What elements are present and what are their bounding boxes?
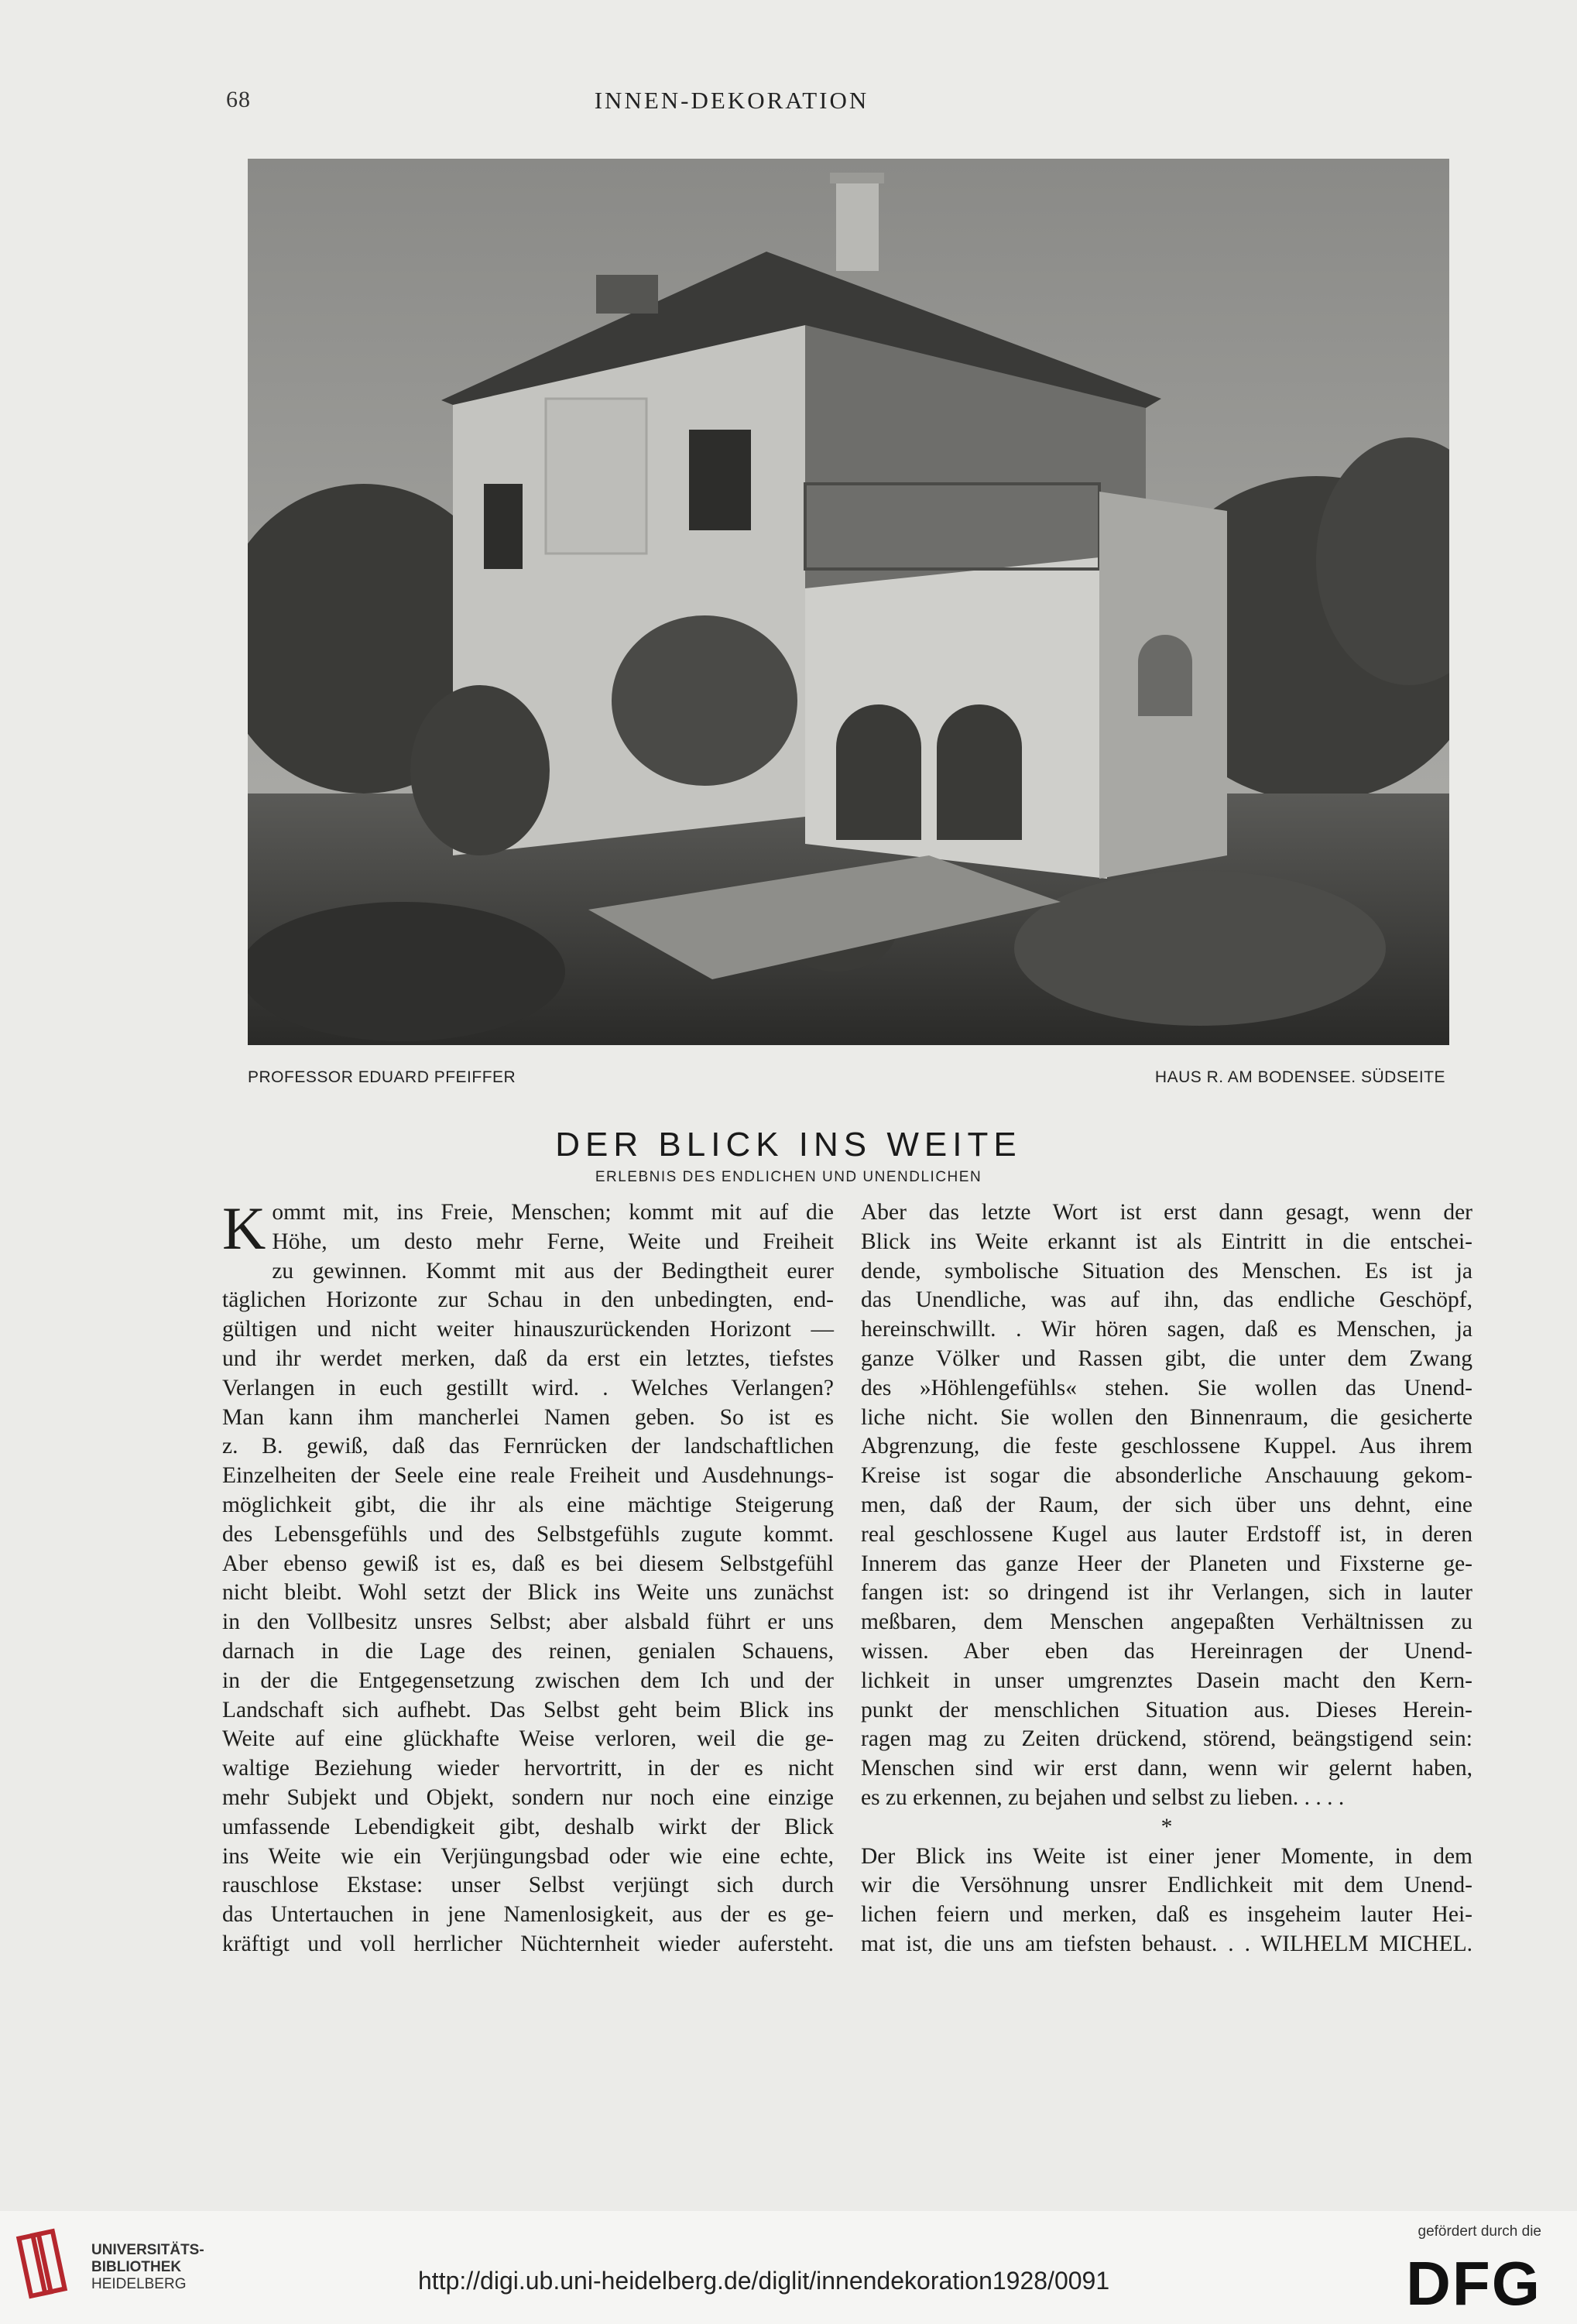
caption-architect: PROFESSOR EDUARD PFEIFFER xyxy=(248,1068,516,1086)
library-name-line-2: BIBLIOTHEK xyxy=(91,2259,182,2275)
text-line: Abgrenzung, die feste geschlossene Kuppel. Aus ihrem xyxy=(861,1434,1472,1459)
text-line: darnach in die Lage des reinen, genialen Schauens, xyxy=(222,1638,834,1664)
right-column-lines xyxy=(861,1198,1472,1813)
text-line: Innerem das ganze Heer der Planeten und Fixsterne ge- xyxy=(861,1551,1472,1576)
text-line: umfassende Lebendigkeit gibt, deshalb wirkt der Blick xyxy=(222,1814,834,1839)
library-name xyxy=(91,2242,204,2293)
left-column-lines xyxy=(222,1195,834,1959)
page-number: 68 xyxy=(226,87,251,112)
text-line: Aber ebenso gewiß ist es, daß es bei diesem Selbstgefühl xyxy=(222,1551,834,1576)
text-line: hereinschwillt. . Wir hören sagen, daß es Menschen, ja xyxy=(861,1317,1472,1342)
text-line: dende, symbolische Situation des Menschen. Es ist ja xyxy=(861,1258,1472,1284)
text-line: das Unendliche, was auf ihn, das endliche Geschöpf, xyxy=(861,1287,1472,1313)
text-line: rauschlose Ekstase: unser Selbst verjüngt sich durch xyxy=(222,1873,834,1898)
text-column-right xyxy=(861,1198,1472,1959)
text-line: kräftigt und voll herrlicher Nüchternheit wieder aufersteht. xyxy=(222,1931,834,1956)
text-line: Weite auf eine glückhafte Weise verloren, weil die ge- xyxy=(222,1726,834,1752)
caption-location: HAUS R. AM BODENSEE. SÜDSEITE xyxy=(1154,1068,1445,1086)
text-line: Man kann ihm mancherlei Namen geben. So ist es xyxy=(222,1404,834,1430)
running-title: INNEN-DEKORATION xyxy=(594,87,869,114)
text-line: mehr Subjekt und Objekt, sondern nur noch eine einzige xyxy=(222,1784,834,1810)
article-subtitle: ERLEBNIS DES ENDLICHEN UND UNENDLICHEN xyxy=(595,1169,982,1185)
text-line: des »Höhlengefühls« stehen. Sie wollen das Unend- xyxy=(861,1375,1472,1400)
text-line: täglichen Horizonte zur Schau in den unbedingten, end- xyxy=(222,1287,834,1313)
text-line: Verlangen in euch gestillt wird. . Welches Verlangen? xyxy=(222,1375,834,1400)
text-line: und ihr werdet merken, daß da erst ein letztes, tiefstes xyxy=(222,1345,834,1371)
article-title: DER BLICK INS WEITE xyxy=(555,1126,1022,1164)
text-line: mat ist, die uns am tiefsten behaust. . . WILHELM MICHEL. xyxy=(861,1931,1472,1956)
text-line: des Lebensgefühls und des Selbstgefühls zugute kommt. xyxy=(222,1521,834,1547)
funding-note: gefördert durch die xyxy=(1418,2223,1541,2240)
text-line: wir die Versöhnung unsrer Endlichkeit mit dem Unend- xyxy=(861,1873,1472,1898)
text-line: fangen ist: so dringend ist ihr Verlangen, sich in lauter xyxy=(861,1580,1472,1606)
text-line: ommt mit, ins Freie, Menschen; kommt mit auf die xyxy=(272,1200,834,1225)
text-line: Höhe, um desto mehr Ferne, Weite und Freiheit xyxy=(272,1229,834,1254)
drop-cap: K xyxy=(222,1195,266,1262)
text-line: Aber das letzte Wort ist erst dann gesagt, wenn der xyxy=(861,1200,1472,1225)
dfg-logo: DFG xyxy=(1406,2249,1541,2318)
text-line: lichen feiern und merken, daß es insgeheim lauter Hei- xyxy=(861,1902,1472,1928)
university-library-logo-icon xyxy=(15,2222,77,2307)
text-line: Menschen sind wir erst dann, wenn wir gelernt haben, xyxy=(861,1756,1472,1781)
text-line: punkt der menschlichen Situation aus. Dieses Herein- xyxy=(861,1697,1472,1722)
section-separator: * xyxy=(1160,1814,1173,1839)
text-line: gültigen und nicht weiter hinauszurückenden Horizont — xyxy=(222,1317,834,1342)
text-line: meßbaren, dem Menschen angepaßten Verhältnissen zu xyxy=(861,1609,1472,1635)
text-line: möglichkeit gibt, die ihr als eine mächtige Steigerung xyxy=(222,1492,834,1517)
house-illustration xyxy=(248,159,1449,1045)
text-line: nicht bleibt. Wohl setzt der Blick ins Weite uns zunächst xyxy=(222,1580,834,1606)
text-line: waltige Beziehung wieder hervortritt, in der es nicht xyxy=(222,1756,834,1781)
text-line: lichkeit in unser umgrenztes Dasein macht den Kern- xyxy=(861,1668,1472,1693)
library-name-line-3: HEIDELBERG xyxy=(91,2276,187,2292)
text-line: das Untertauchen in jene Namenlosigkeit, aus der es ge- xyxy=(222,1902,834,1928)
text-line: in den Vollbesitz unsres Selbst; aber alsbald führt er uns xyxy=(222,1609,834,1635)
text-line: in der die Entgegensetzung zwischen dem Ich und der xyxy=(222,1668,834,1693)
text-line: men, daß der Raum, der sich über uns dehnt, eine xyxy=(861,1492,1472,1517)
text-line: ganze Völker und Rassen gibt, die unter dem Zwang xyxy=(861,1345,1472,1371)
text-line: Einzelheiten der Seele eine reale Freiheit und Ausdehnungs- xyxy=(222,1463,834,1489)
permalink-url[interactable]: http://digi.ub.uni-heidelberg.de/diglit/innendekoration1928/0091 xyxy=(418,2267,1110,2295)
text-line: Blick ins Weite erkannt ist als Eintritt in die entschei- xyxy=(861,1229,1472,1254)
text-line: es zu erkennen, zu bejahen und selbst zu lieben. . . . . xyxy=(861,1784,1345,1810)
text-line: liche nicht. Sie wollen den Binnenraum, die gesicherte xyxy=(861,1404,1472,1430)
text-line: ins Weite wie ein Verjüngungsbad oder wie eine echte, xyxy=(222,1843,834,1869)
text-line: z. B. gewiß, daß das Fernrücken der landschaftlichen xyxy=(222,1434,834,1459)
text-line: wissen. Aber eben das Hereinragen der Unend- xyxy=(861,1638,1472,1664)
house-photograph xyxy=(248,159,1449,1045)
text-line: Kreise ist sogar die absonderliche Anschauung gekom- xyxy=(861,1463,1472,1489)
text-line: Landschaft sich aufhebt. Das Selbst geht beim Blick ins xyxy=(222,1697,834,1722)
right-column-closing-lines xyxy=(861,1842,1472,1959)
text-column-left xyxy=(222,1195,834,1959)
text-line: zu gewinnen. Kommt mit aus der Bedingtheit eurer xyxy=(272,1258,834,1284)
text-line: real geschlossene Kugel aus lauter Erdstoff ist, in deren xyxy=(861,1521,1472,1547)
text-line: ragen mag zu Zeiten drückend, störend, beängstigend sein: xyxy=(861,1726,1472,1752)
text-line: Der Blick ins Weite ist einer jener Momente, in dem xyxy=(861,1843,1472,1869)
library-name-line-1: UNIVERSITÄTS- xyxy=(91,2242,204,2258)
